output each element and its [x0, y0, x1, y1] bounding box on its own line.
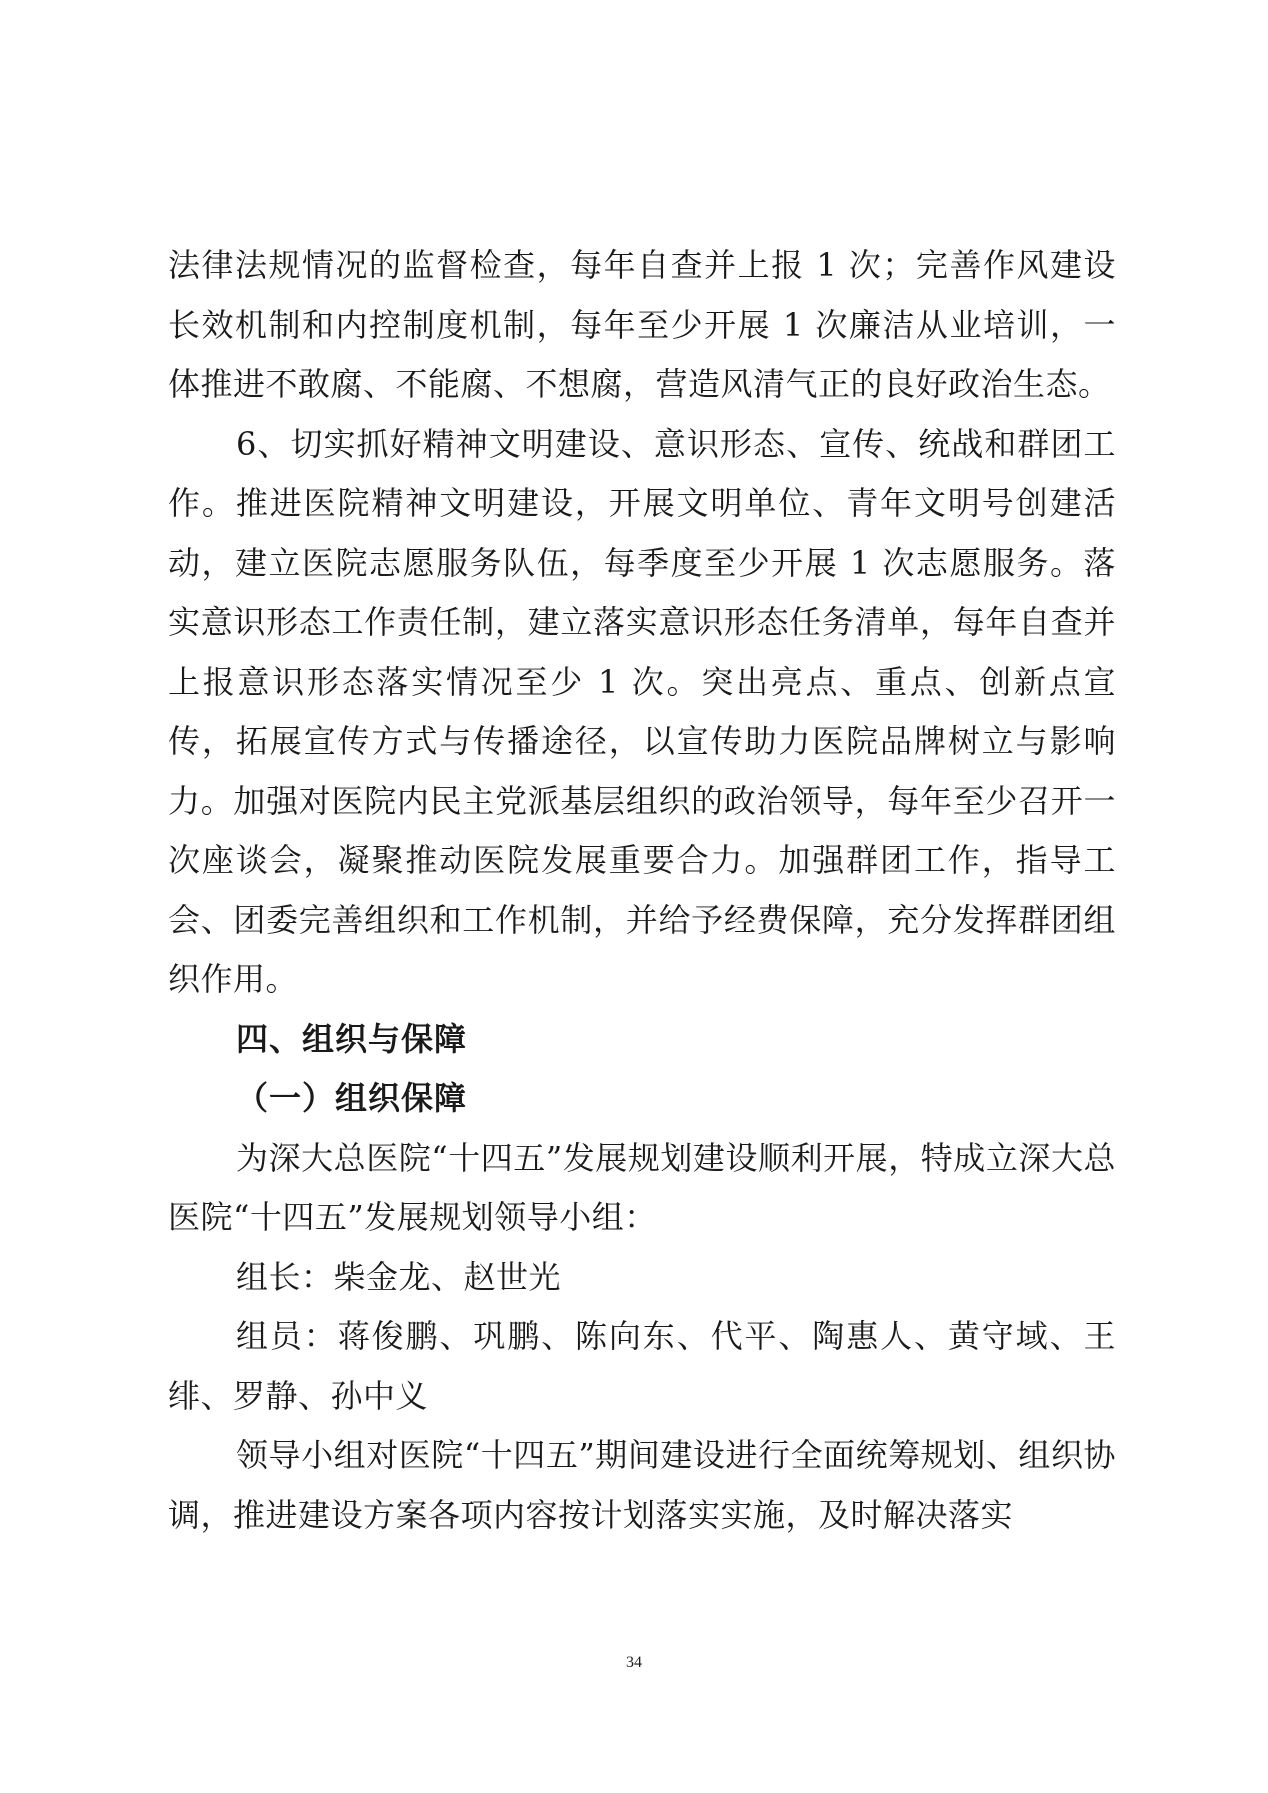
paragraph-supervision-check: 法律法规情况的监督检查，每年自查并上报 1 次；完善作风建设长效机制和内控制度机制，每年至少开展 1 次廉洁从业培训，一体推进不敢腐、不能腐、不想腐，营造风清气正的良好政治生态。 [168, 246, 1116, 403]
paragraph-group-members: 组员：蒋俊鹏、巩鹏、陈向东、代平、陶惠人、黄守域、王绯、罗静、孙中义 [168, 1317, 1116, 1415]
subsection-heading-organizational-guarantee: （一）组织保障 [236, 1079, 468, 1117]
paragraph-leading-group-duties: 领导小组对医院“十四五”期间建设进行全面统筹规划、组织协调，推进建设方案各项内容按计划落实实施，及时解决落实 [168, 1436, 1116, 1534]
paragraph-spiritual-civilization: 6、切实抓好精神文明建设、意识形态、宣传、统战和群团工作。推进医院精神文明建设，开展文明单位、青年文明号创建活动，建立医院志愿服务队伍，每季度至少开展 1 次志愿服务。落实意识形态工作责任制，建立落实意识形态任务清单，每年自查并上报意识形态落实情况至少 1 次。突出亮点、重点、创新点宣传，拓展宣传方式与传播途径，以宣传助力医院品牌树立与影响力。加强对医院内民主党派基层组织的政治领导，每年至少召开一次座谈会，凝聚推动医院发展重要合力。加强群团工作，指导工会、团委完善组织和工作机制，并给予经费保障，充分发挥群团组织作用。 [168, 424, 1116, 998]
paragraph-group-leaders: 组长：柴金龙、赵世光 [236, 1257, 562, 1296]
document-body [168, 236, 1116, 1545]
paragraph-leading-group-intro: 为深大总医院“十四五”发展规划建设顺利开展，特成立深大总医院“十四五”发展规划领导小组： [168, 1138, 1116, 1236]
page-number: 34 [626, 1654, 642, 1671]
section-heading-organization-guarantee: 四、组织与保障 [236, 1019, 468, 1058]
